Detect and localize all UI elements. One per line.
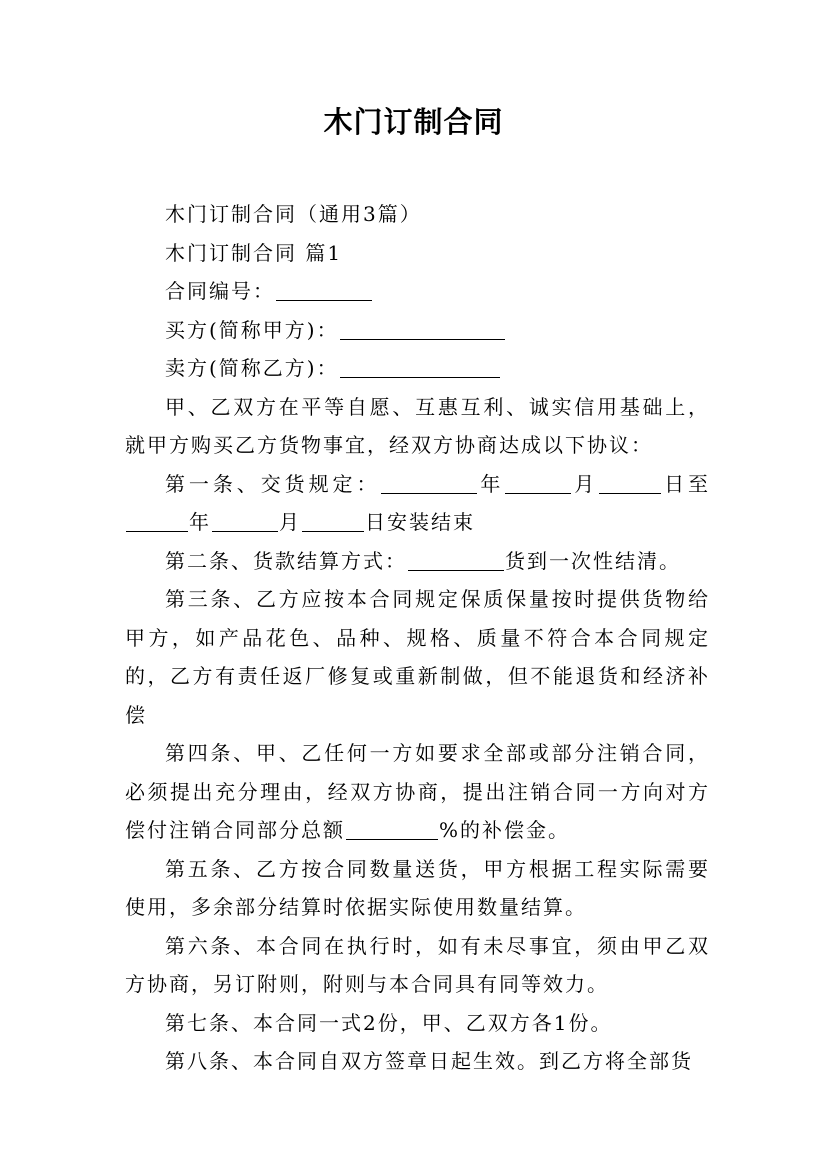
article-2-prefix: 第二条、货款结算方式： [165, 548, 407, 573]
contract-number-line [125, 272, 710, 311]
article-4-suffix: %的补偿金。 [439, 818, 571, 842]
article-3: 第三条、乙方应按本合同规定保质保量按时提供货物给甲方，如产品花色、品种、规格、质量不符合本合同规定的，乙方有责任返厂修复或重新制做，但不能退货和经济补偿 [125, 587, 710, 727]
article-2 [125, 542, 710, 581]
article-4 [125, 734, 710, 850]
end-day-blank [302, 511, 364, 532]
contract-number-blank [276, 280, 372, 301]
day-to-label: 日至 [662, 471, 711, 496]
seller-label: 卖方(简称乙方)： [165, 356, 339, 380]
document-body [125, 195, 710, 1081]
start-year-blank [381, 473, 477, 494]
article-1-prefix: 第一条、交货规定： [165, 471, 381, 496]
article-6: 第六条、本合同在执行时，如有未尽事宜，须由甲乙双方协商，另订附则，附则与本合同具有同等效力。 [125, 933, 710, 996]
article-4-prefix: 第四条、甲、乙任何一方如要求全部或部分注销合同，必须提出充分理由，经双方协商，提出注销合同一方向对方偿付注销合同部分总额 [125, 741, 710, 842]
document-subtitle: 木门订制合同（通用3篇） [165, 202, 422, 226]
part-heading: 木门订制合同 篇1 [165, 240, 343, 265]
article-8: 第八条、本合同自双方签章日起生效。到乙方将全部货 [165, 1049, 693, 1073]
buyer-line [125, 311, 710, 350]
start-month-blank [505, 473, 571, 494]
article-1 [125, 465, 710, 542]
year-label: 年 [478, 471, 505, 496]
year-label-2: 年 [189, 510, 211, 534]
month-label: 月 [572, 471, 599, 496]
seller-line [125, 349, 710, 388]
compensation-percent-blank [346, 819, 438, 840]
payment-method-blank [408, 550, 504, 571]
buyer-blank [340, 319, 505, 340]
article-7: 第七条、本合同一式2份，甲、乙双方各1份。 [165, 1010, 613, 1035]
end-year-blank [126, 511, 188, 532]
buyer-label: 买方(简称甲方)： [165, 317, 339, 342]
end-month-blank [212, 511, 278, 532]
contract-number-label: 合同编号： [165, 279, 275, 303]
start-day-blank [599, 473, 661, 494]
intro-paragraph: 甲、乙双方在平等自愿、互惠互利、诚实信用基础上，就甲方购买乙方货物事宜，经双方协商达成以下协议： [125, 394, 710, 457]
seller-blank [340, 357, 500, 378]
article-2-suffix: 货到一次性结清。 [505, 548, 681, 573]
document-title: 木门订制合同 [323, 105, 504, 139]
month-label-2: 月 [279, 510, 301, 534]
article-5: 第五条、乙方按合同数量送货，甲方根据工程实际需要使用，多余部分结算时依据实际使用数量结算。 [125, 856, 710, 919]
article-1-suffix: 日安装结束 [365, 510, 475, 534]
